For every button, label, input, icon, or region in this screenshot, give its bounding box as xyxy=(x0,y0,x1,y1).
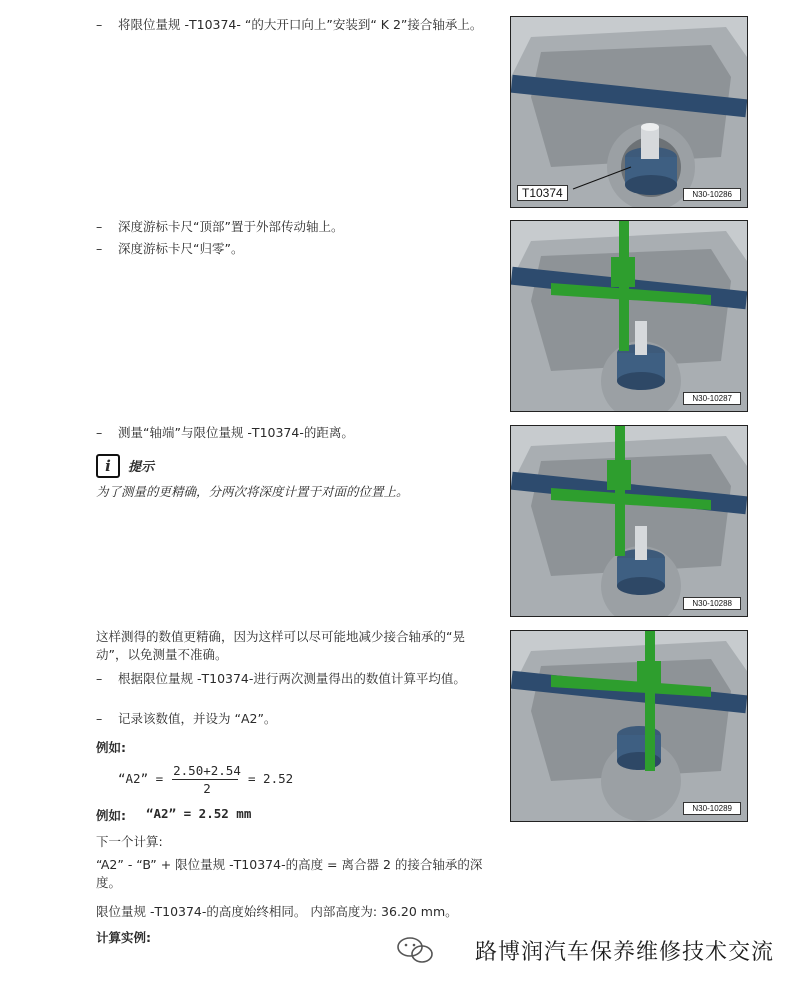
figure-1-illustration xyxy=(511,17,747,207)
formula-lhs: “A2” = xyxy=(118,771,164,786)
bullet-dash: – xyxy=(96,241,103,256)
figure-n30-10287 xyxy=(510,220,748,412)
step-3-text: 深度游标卡尺“归零”。 xyxy=(118,241,244,256)
next-calc-label: 下一个计算: xyxy=(96,834,163,849)
tool-callout-label: T10374 xyxy=(517,185,568,201)
formula-denominator: 2 xyxy=(203,781,211,796)
figure-4-illustration xyxy=(511,631,747,821)
step-6 xyxy=(96,710,486,728)
figure-3-illustration xyxy=(511,426,747,616)
figure-n30-10288 xyxy=(510,425,748,617)
figure-n30-10286 xyxy=(510,16,748,208)
step-5-text: 根据限位量规 -T10374-进行两次测量得出的数值计算平均值。 xyxy=(118,671,466,686)
step-4 xyxy=(96,424,486,442)
step-1 xyxy=(96,16,486,34)
wechat-icon xyxy=(396,935,436,967)
figure-2-illustration xyxy=(511,221,747,411)
step-2-text: 深度游标卡尺“顶部”置于外部传动轴上。 xyxy=(118,219,344,234)
watermark-text: 路博润汽车保养维修技术交流 xyxy=(474,940,774,965)
fraction-line xyxy=(172,779,238,780)
example-result-label: 例如: xyxy=(96,808,126,823)
step-3 xyxy=(96,240,486,258)
step-4-text: 测量“轴端”与限位量规 -T10374-的距离。 xyxy=(118,425,354,440)
formula-result: = 2.52 xyxy=(248,771,294,786)
example-label: 例如: xyxy=(96,740,126,755)
bullet-dash: – xyxy=(96,671,103,686)
bullet-dash: – xyxy=(96,17,103,32)
step-1-text: 将限位量规 -T10374- “的大开口向上”安装到“ K 2”接合轴承上。 xyxy=(118,17,483,32)
formula-numerator: 2.50+2.54 xyxy=(173,763,241,778)
note-title: 提示 xyxy=(128,460,155,475)
bullet-dash: – xyxy=(96,425,103,440)
figure-id-label: N30-10288 xyxy=(683,597,741,610)
figure-id-label: N30-10287 xyxy=(683,392,741,405)
step-2 xyxy=(96,218,486,236)
bullet-dash: – xyxy=(96,711,103,726)
figure-id-label: N30-10289 xyxy=(683,802,741,815)
info-icon: i xyxy=(96,454,120,478)
step-5 xyxy=(96,670,486,688)
height-line: 限位量规 -T10374-的高度始终相同。 内部高度为: 36.20 mm。 xyxy=(96,904,458,919)
example-result-value: “A2” = 2.52 mm xyxy=(146,806,252,821)
figure-id-label: N30-10286 xyxy=(683,188,741,201)
step-6-text: 记录该数值，并设为 “A2”。 xyxy=(118,711,277,726)
calc-line: “A2” - “B” + 限位量规 -T10374-的高度 = 离合器 2 的接合轴承的深度。 xyxy=(96,857,483,890)
calc-example-label: 计算实例: xyxy=(96,930,151,945)
bullet-dash: – xyxy=(96,219,103,234)
figure-n30-10289 xyxy=(510,630,748,822)
note-text: 为了测量的更精确，分两次将深度计置于对面的位置上。 xyxy=(96,484,409,499)
paragraph-accuracy: 这样测得的数值更精确，因为这样可以尽可能地减少接合轴承的“晃动”，以免测量不准确。 xyxy=(96,629,465,662)
